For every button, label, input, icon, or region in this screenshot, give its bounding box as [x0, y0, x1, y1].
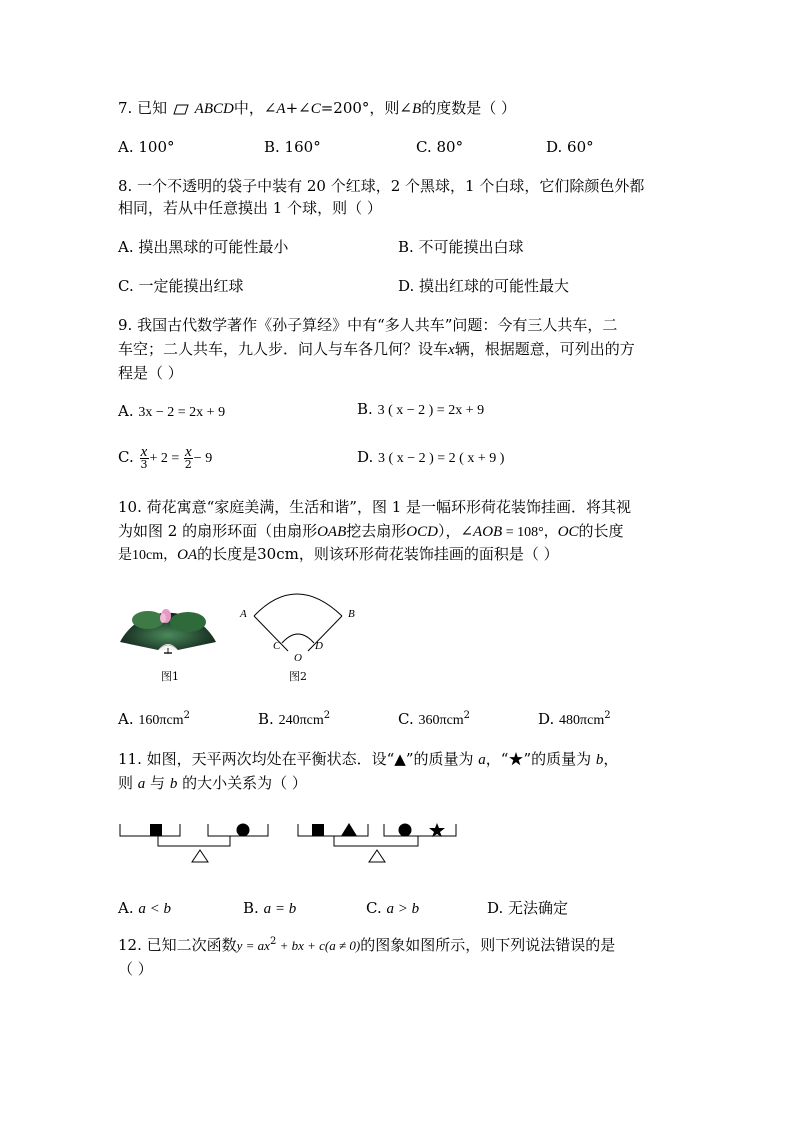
q9-stem-line1: 9. 我国古代数学著作《孙子算经》中有“多人共车”问题：今有三人共车，二 [118, 316, 618, 334]
q9-option-a[interactable]: A. 3x − 2 = 2x + 9 [118, 402, 226, 420]
point-o-label: O [294, 652, 302, 664]
q7-option-b[interactable]: B. 160° [264, 138, 321, 156]
q7-option-a[interactable]: A. 100° [118, 138, 175, 156]
star-icon [429, 823, 445, 837]
q9-stem-line2: 车空；二人共车，九人步．问人与车各几何？设车x辆，根据题意，可列出的方 [118, 340, 635, 358]
q10-stem-line1: 10. 荷花寓意“家庭美满，生活和谐”，图 1 是一幅环形荷花装饰挂画．将其视 [118, 498, 632, 516]
triangle-icon [341, 823, 357, 836]
q8-stem-line2: 相同，若从中任意摸出 1 个球，则（ ） [118, 199, 382, 217]
circle-icon [399, 824, 412, 837]
q12-stem-line2: （ ） [118, 960, 153, 978]
balance-scale-2 [298, 822, 458, 867]
q10-option-a[interactable]: A. 160πcm$^2$ [118, 710, 190, 728]
q8-option-b[interactable]: B. 不可能摸出白球 [398, 238, 524, 256]
q9-option-b[interactable]: B. 3 ( x − 2 ) = 2x + 9 [357, 400, 485, 418]
point-d-label: D [315, 640, 323, 652]
q10-option-b[interactable]: B. 240πcm$^2$ [258, 710, 331, 728]
q11-option-d[interactable]: D. 无法确定 [487, 899, 569, 917]
circle-icon [237, 824, 250, 837]
figure-1-caption: 图1 [161, 670, 179, 683]
q9-stem-line3: 程是（ ） [118, 364, 183, 382]
q11-stem-line2: 则 a 与 b 的大小关系为（ ） [118, 774, 307, 792]
q9-option-c[interactable]: C. $\frac{x}{3}$ + 2 = $\frac{x}{2}$ − 9 [118, 443, 213, 471]
q11-option-a[interactable]: A. a < b [118, 899, 172, 917]
figure-2-caption: 图2 [289, 670, 307, 683]
q11-option-c[interactable]: C. a > b [366, 899, 420, 917]
balance-scale-1 [120, 822, 270, 867]
q7-option-d[interactable]: D. 60° [546, 138, 594, 156]
q10-option-d[interactable]: D. 480πcm$^2$ [538, 710, 611, 728]
point-c-label: C [273, 640, 281, 652]
q10-stem-line3: 是10cm，OA的长度是30cm，则该环形荷花装饰挂画的面积是（ ） [118, 545, 559, 563]
q9-option-d[interactable]: D. 3 ( x − 2 ) = 2 ( x + 9 ) [357, 448, 505, 466]
q7-stem: 7. 已知 ABCD中，∠A+∠C=200°，则∠B的度数是（ ） [118, 99, 516, 117]
q8-option-d[interactable]: D. 摸出红球的可能性最大 [398, 277, 570, 295]
q11-option-b[interactable]: B. a = b [243, 899, 297, 917]
fraction-x-over-3: $\frac{x}{3}$ [140, 443, 148, 471]
q7-option-c[interactable]: C. 80° [416, 138, 464, 156]
square-icon [312, 824, 324, 836]
square-icon [150, 824, 162, 836]
q8-stem-line1: 8. 一个不透明的袋子中装有 20 个红球，2 个黑球，1 个白球，它们除颜色外都 [118, 177, 645, 195]
fraction-x-over-2: $\frac{x}{2}$ [184, 443, 192, 471]
q11-stem-line1: 11. 如图，天平两次均处在平衡状态．设“▲”的质量为 a，“★”的质量为 b， [118, 750, 619, 768]
q10-stem-line2: 为如图 2 的扇形环面（由扇形OAB挖去扇形OCD），∠AOB = 108°，OC的长度 [118, 522, 624, 540]
q8-option-a[interactable]: A. 摸出黑球的可能性最小 [118, 238, 289, 256]
q12-stem-line1: 12. 已知二次函数$y = ax^2$ + bx + c(a ≠ 0)的图象如图所示，则下列说法错误的是 [118, 936, 616, 954]
parallelogram-icon [174, 105, 188, 114]
q8-option-c[interactable]: C. 一定能摸出红球 [118, 277, 244, 295]
lotus-fan-image [118, 598, 218, 658]
point-a-label: A [240, 608, 247, 620]
q10-option-c[interactable]: C. 360πcm$^2$ [398, 710, 471, 728]
point-b-label: B [348, 608, 355, 620]
